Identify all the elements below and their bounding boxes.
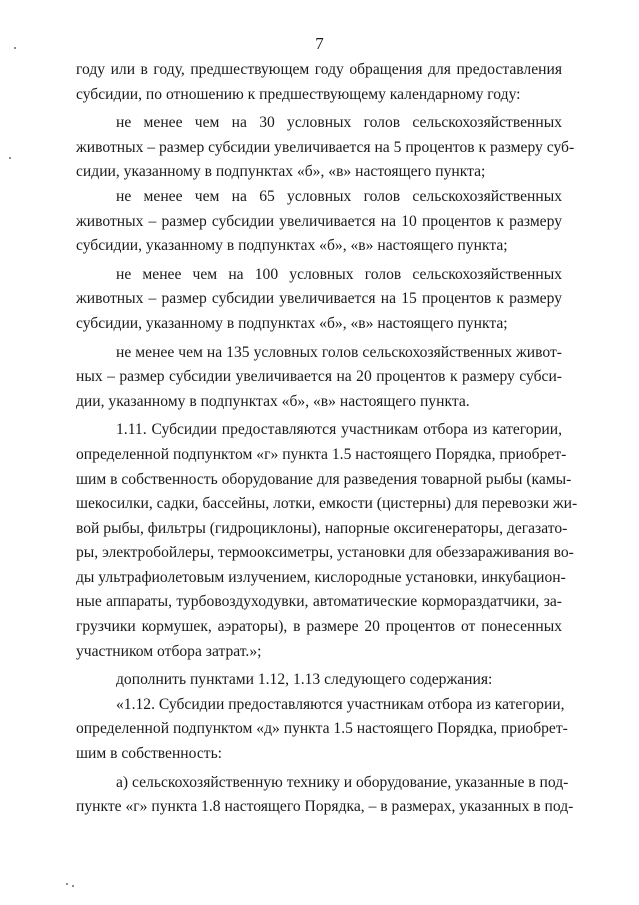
text-line: «1.12. Субсидии предоставляются участникам отбора из категории, — [116, 695, 565, 713]
text-line: пункте «г» пункта 1.8 настоящего Порядка, – в размерах, указанных в под- — [76, 798, 574, 816]
scan-speck — [72, 885, 74, 887]
text-line: определенной подпунктом «д» пункта 1.5 настоящего Порядка, приобрет- — [76, 720, 568, 738]
text-line: ные аппараты, турбовоздуходувки, автоматические кормораздатчики, за- — [76, 593, 562, 611]
text-line: не менее чем на 100 условных голов сельскохозяйственных — [116, 265, 562, 283]
scan-speck — [66, 883, 68, 885]
text-line: ды ультрафиолетовым излучением, кислородные установки, инкубацион- — [76, 568, 566, 586]
text-line: грузчики кормушек, аэраторы), в размере 20 процентов от понесенных — [76, 618, 562, 636]
text-line: субсидии, указанному в подпунктах «б», «в» настоящего пункта; — [76, 314, 508, 332]
text-line: ных – размер субсидии увеличивается на 20 процентов к размеру субси- — [76, 368, 562, 386]
text-line: животных – размер субсидии увеличивается на 15 процентов к размеру — [76, 290, 562, 308]
text-line: животных – размер субсидии увеличивается на 5 процентов к размеру суб- — [76, 138, 575, 156]
body-text — [76, 58, 578, 820]
text-line: не менее чем на 135 условных голов сельскохозяйственных живот- — [116, 343, 562, 361]
text-line: животных – размер субсидии увеличивается на 10 процентов к размеру — [76, 212, 562, 230]
page-number: 7 — [315, 34, 324, 53]
text-line: шим в собственность оборудование для разведения товарной рыбы (камы- — [76, 470, 572, 488]
text-line: ры, электробойлеры, термооксиметры, установки для обеззараживания во- — [76, 544, 574, 562]
text-line: не менее чем на 65 условных голов сельскохозяйственных — [116, 187, 562, 205]
text-line: а) сельскохозяйственную технику и оборудование, указанные в под- — [116, 773, 569, 791]
text-line: году или в году, предшествующем году обращения для предоставления — [76, 61, 562, 78]
text-line: не менее чем на 30 условных голов сельскохозяйственных — [116, 114, 562, 132]
text-line: определенной подпунктом «г» пункта 1.5 настоящего Порядка, приобрет- — [76, 445, 567, 463]
scan-speck — [14, 47, 16, 49]
text-line: вой рыбы, фильтры (гидроциклоны), напорные оксигенераторы, дегазато- — [76, 519, 568, 537]
text-line: дии, указанному в подпунктах «б», «в» настоящего пункта. — [76, 392, 470, 410]
text-line: субсидии, указанному в подпунктах «б», «в» настоящего пункта; — [76, 237, 508, 255]
text-line: участником отбора затрат.»; — [76, 642, 262, 660]
text-line: шим в собственность: — [76, 745, 223, 763]
text-line: шекосилки, садки, бассейны, лотки, емкости (цистерны) для перевозки жи- — [76, 495, 578, 513]
text-line: 1.11. Субсидии предоставляются участникам отбора из категории, — [116, 421, 562, 439]
text-line: дополнить пунктами 1.12, 1.13 следующего содержания: — [116, 671, 493, 689]
text-line: субсидии, по отношению к предшествующему календарному году: — [76, 85, 521, 103]
text-line: сидии, указанному в подпунктах «б», «в» настоящего пункта; — [76, 163, 486, 181]
scan-speck — [9, 157, 11, 159]
